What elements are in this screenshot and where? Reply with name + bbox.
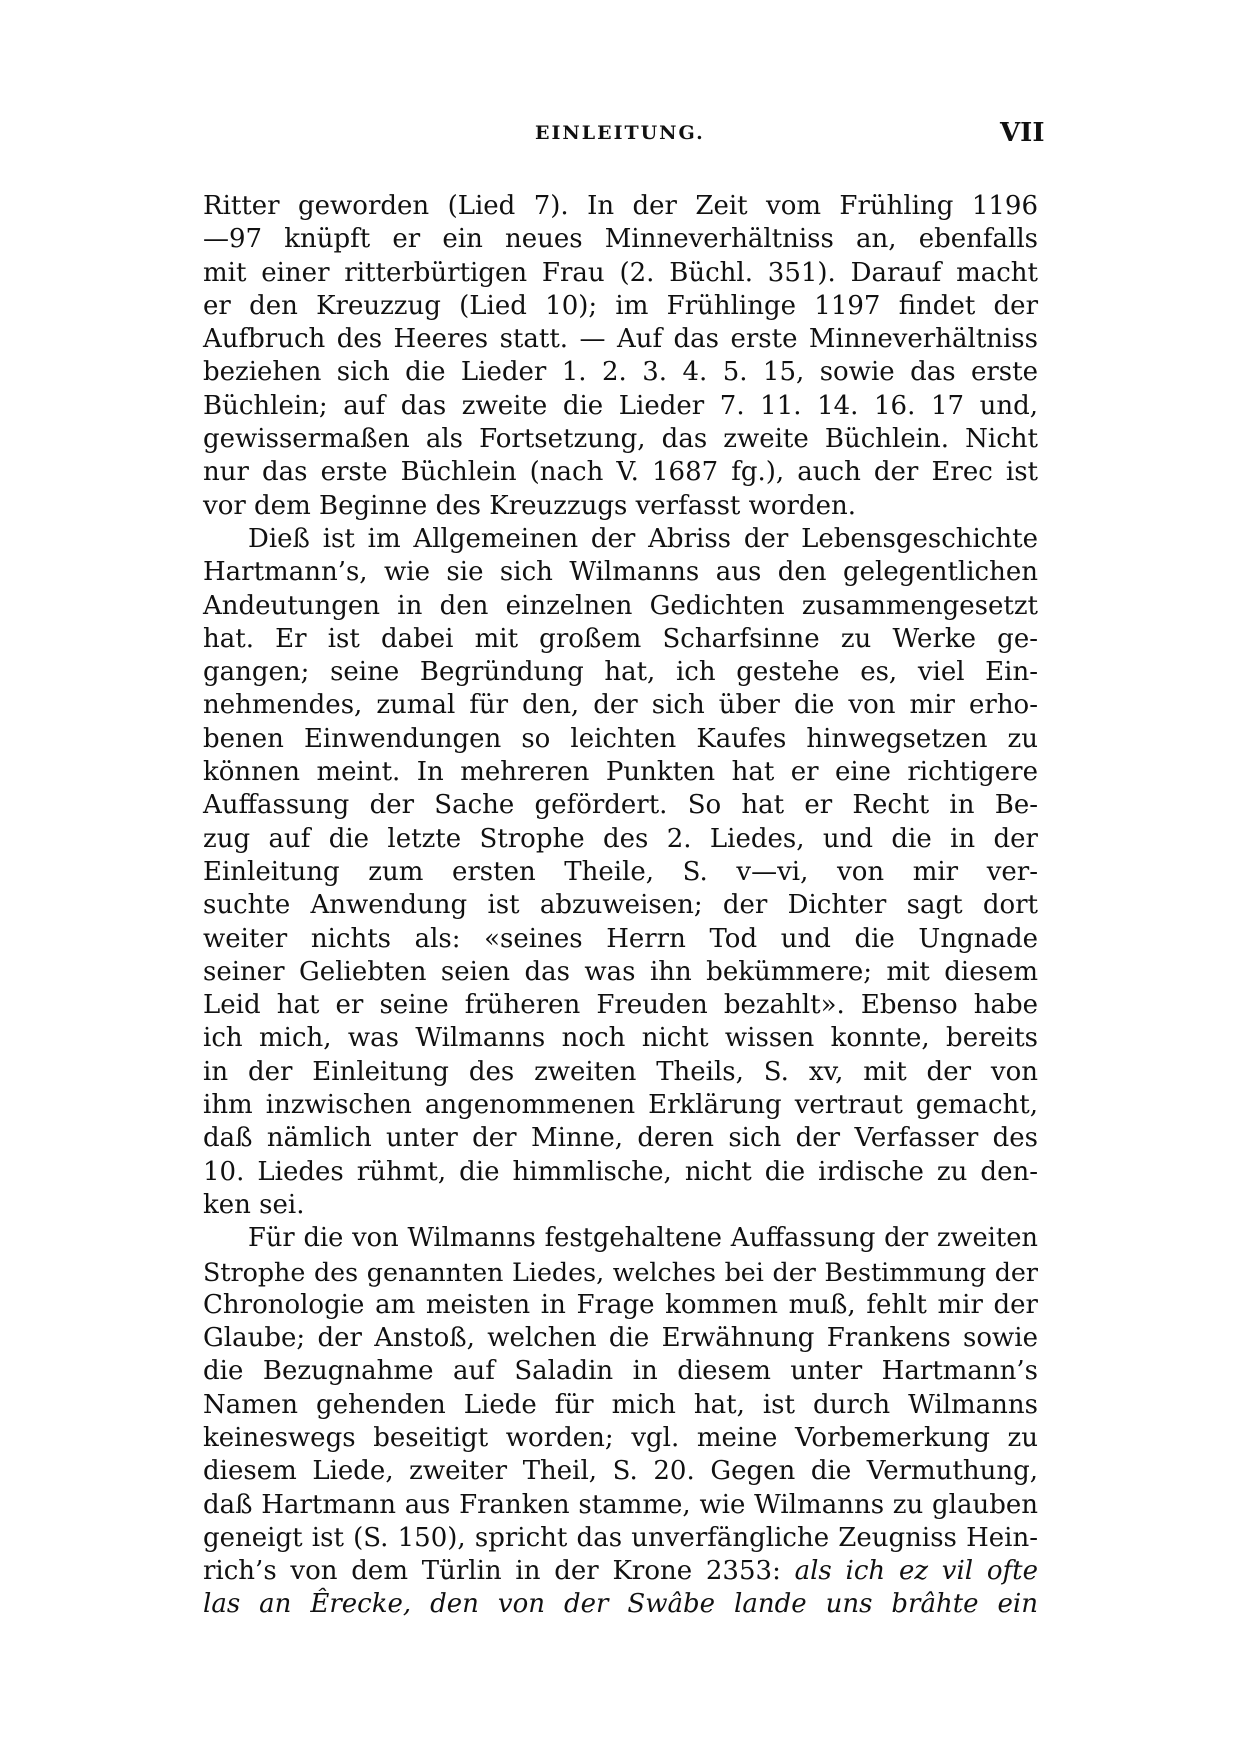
text-line: daß Hartmann aus Franken stamme, wie Wilmanns zu glauben xyxy=(203,1489,1038,1520)
paragraph-3 xyxy=(203,1222,1038,1622)
text-line: er den Kreuzzug (Lied 10); im Frühlinge 1197 findet der xyxy=(203,290,1038,321)
text-line: Büchlein; auf das zweite die Lieder 7. 11. 14. 16. 17 und, xyxy=(203,390,1038,421)
text-line: ihm inzwischen angenommenen Erklärung vertraut gemacht, xyxy=(203,1090,1038,1121)
text-line: gangen; seine Begründung hat, ich gestehe es, viel Ein- xyxy=(203,657,1038,688)
paragraph-2 xyxy=(203,523,1038,1222)
text-line: gewissermaßen als Fortsetzung, das zweite Büchlein. Nicht xyxy=(203,424,1038,455)
text-line: Andeutungen in den einzelnen Gedichten zusammengesetzt xyxy=(203,590,1038,621)
text-line: diesem Liede, zweiter Theil, S. 20. Gegen die Vermuthung, xyxy=(203,1456,1038,1487)
running-title: EINLEITUNG. xyxy=(535,122,705,144)
text-line-with-quote xyxy=(203,1555,1038,1588)
text-line: beziehen sich die Lieder 1. 2. 3. 4. 5. 15, sowie das erste xyxy=(203,357,1038,388)
text-line: 10. Liedes rühmt, die himmlische, nicht die irdische zu den- xyxy=(203,1156,1038,1187)
page-number: VII xyxy=(1000,118,1045,148)
text-line: Für die von Wilmanns festgehaltene Auffassung der zweiten xyxy=(248,1223,1038,1254)
text-line: Namen gehenden Liede für mich hat, ist durch Wilmanns xyxy=(203,1389,1038,1420)
text-line: seiner Geliebten seien das was ihn bekümmere; mit diesem xyxy=(203,956,1038,987)
quote-line: las an Êrecke, den von der Swâbe lande uns brâhte ein xyxy=(203,1589,1038,1620)
text-line: hat. Er ist dabei mit großem Scharfsinne zu Werke ge- xyxy=(203,623,1038,654)
text-line: Dieß ist im Allgemeinen der Abriss der Lebensgeschichte xyxy=(248,523,1038,554)
text-line: Glaube; der Anstoß, welchen die Erwähnung Frankens sowie xyxy=(203,1323,1038,1354)
text-line: können meint. In mehreren Punkten hat er eine richtigere xyxy=(203,757,1038,788)
text-line: Ritter geworden (Lied 7). In der Zeit vom Frühling 1196 xyxy=(203,191,1038,221)
text-line: mit einer ritterbürtigen Frau (2. Büchl. 351). Darauf macht xyxy=(203,257,1038,288)
text-line: keineswegs beseitigt worden; vgl. meine Vorbemerkung zu xyxy=(203,1422,1038,1453)
text-line: weiter nichts als: «seines Herrn Tod und die Ungnade xyxy=(203,923,1038,954)
text-line: ich mich, was Wilmanns noch nicht wissen konnte, bereits xyxy=(203,1023,1038,1054)
text-line: Strophe des genannten Liedes, welches bei der Bestimmung der xyxy=(203,1256,1038,1287)
text-line: die Bezugnahme auf Saladin in diesem unter Hartmann’s xyxy=(203,1356,1038,1387)
text-line-lead: rich’s von dem Türlin in der Krone 2353: xyxy=(203,1556,781,1587)
text-line: nur das erste Büchlein (nach V. 1687 fg.), auch der Erec ist xyxy=(203,457,1038,488)
text-line: in der Einleitung des zweiten Theils, S. xv, mit der von xyxy=(203,1056,1038,1087)
text-line: Hartmann’s, wie sie sich Wilmanns aus den gelegentlichen xyxy=(203,557,1038,588)
running-head xyxy=(0,118,1241,158)
text-line: —97 knüpft er ein neues Minneverhältniss an, ebenfalls xyxy=(203,224,1038,255)
quote-text: als ich ez vil ofte xyxy=(794,1556,1039,1587)
text-line: suchte Anwendung ist abzuweisen; der Dichter sagt dort xyxy=(203,890,1038,921)
text-line: Auffassung der Sache gefördert. So hat er Recht in Be- xyxy=(203,790,1038,821)
body-text xyxy=(203,190,1038,1622)
text-line: Aufbruch des Heeres statt. — Auf das erste Minneverhältniss xyxy=(203,324,1038,355)
text-line: daß nämlich unter der Minne, deren sich der Verfasser des xyxy=(203,1123,1038,1154)
text-line: vor dem Beginne des Kreuzzugs verfasst worden. xyxy=(203,490,856,521)
text-line: geneigt ist (S. 150), spricht das unverfängliche Zeugniss Hein- xyxy=(203,1522,1038,1553)
text-line: benen Einwendungen so leichten Kaufes hinwegsetzen zu xyxy=(203,723,1038,754)
text-line: Leid hat er seine früheren Freuden bezahlt». Ebenso habe xyxy=(203,990,1038,1021)
text-line: ken sei. xyxy=(203,1189,305,1220)
paragraph-1 xyxy=(203,190,1038,523)
text-line: Chronologie am meisten in Frage kommen muß, fehlt mir der xyxy=(203,1289,1038,1320)
text-line: nehmendes, zumal für den, der sich über die von mir erho- xyxy=(203,690,1038,721)
text-line: Einleitung zum ersten Theile, S. v—vi, von mir ver- xyxy=(203,856,1038,887)
text-line: zug auf die letzte Strophe des 2. Liedes, und die in der xyxy=(203,823,1038,854)
